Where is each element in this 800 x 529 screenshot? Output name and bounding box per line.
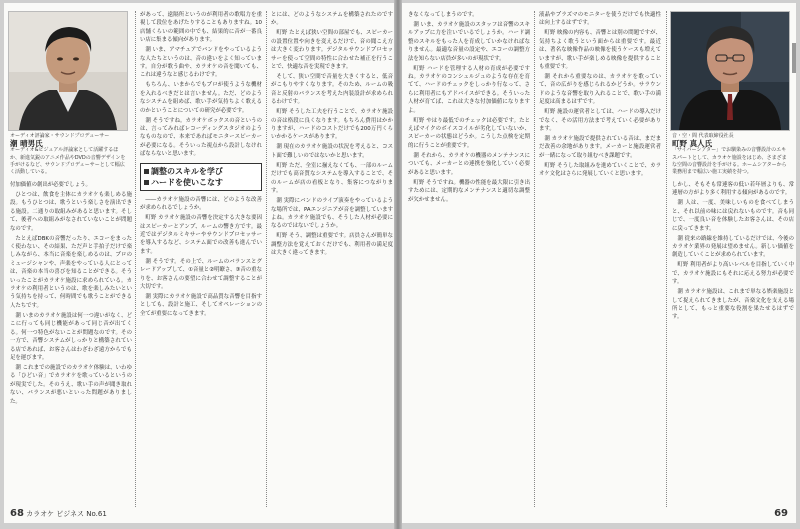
paragraph: 町野 ただ、全室に揃えなくても、一部のルームだけでも高音質なシステムを導入することで、そのルームが店の看板となり、集客につながります。: [271, 162, 393, 195]
paragraph: 潮 実際にバンドのライブ演奏をやっているような場所では、PAエンジニアが音を調整していますよね。カラオケ施設でも、そうした人材が必要になるのではないでしょうか。: [271, 198, 393, 230]
page-edge-tab: [792, 43, 796, 73]
caption-right: [672, 133, 790, 176]
paragraph: 潮 実際にカラオケ施設で高品質な音響を目指すとしても、設計と施工、そしてオペレーションの全てが重要になってきます。: [140, 293, 262, 317]
paragraph: 町野 利用者がより高いレベルを目指していく中で、カラオケ施設にもそれに応える努力が必要です。: [672, 262, 794, 286]
spread-gutter: [394, 0, 402, 529]
headline-marker-icon: [144, 180, 149, 185]
paragraph: 潮 それから、カラオケの機器のメンテナンスについても、メーカーとの連携を強化していく必要があると思います。: [408, 152, 530, 176]
interviewee-photo-left: [8, 11, 128, 131]
footer-title: カラオケ ビジネス No.61: [26, 510, 107, 518]
paragraph: 潮 従来の路線を維持しているだけでは、今後のカラオケ業界の発展は望めません。新しい価値を創造していくことが求められています。: [672, 235, 794, 259]
left-footer: [10, 508, 107, 519]
paragraph: 町野 ハードを管理する人材の育成が必要ですね。カラオケのコンシェルジュのような存在を育てて、ハードのチェックをしっかり行なって、さらに利用者にもアドバイスができる。そういった人材が育てば、これは大きな付加価値になりますよ。: [408, 65, 530, 114]
paragraph: 潮 それから重要なのは、カラオケを歌っていて、音の広がりを感じられるかどうか。サラウンドのような音響を取り入れることで、歌い手の満足度は高まるはずです。: [539, 74, 661, 106]
portrait-illustration-right: [671, 12, 789, 130]
paragraph: 潮 そうですね。カラオケボックスの音というのは、言ってみればレコーディングスタジオのようなものなので、本来であればモニタースピーカーが必要になる。そういった視点から設計しなければならないと思います。: [140, 117, 262, 158]
paragraph: 潮 いま、アマチュアでバンドをやっているような人たちというのは、音の違いをよく知っています。自分が歌う曲や、カラオケの音を聞いても、これは違うなと感じるわけです。: [140, 47, 262, 79]
paragraph: しかし、そもそも常連客の低い若年層よりも、常連層の方がより多く利用する傾向があるのです。: [672, 182, 794, 197]
paragraph: 潮 そうです。その上で、ルームのバランスとグレードアップして、①音量と②明瞭さ、③音の重なりを、お客さんの要望に合わせて調整することが大切です。: [140, 258, 262, 290]
column-divider: [266, 11, 267, 507]
paragraph: 町野 そうした取組みを進めていくことで、カラオケ文化はさらに発展していくと思います。: [539, 162, 661, 178]
paragraph: 町野 やはり最低でのチェックは必要です。たとえばマイクのボイスコイルが劣化していないか、スピーカーの状態はどうか。こうした点検を定期的に行うことが重要です。: [408, 117, 530, 149]
paragraph: そして、狭い空間で音量を大きくすると、低音がこもりやすくなります。そのため、ルームの吸音と反射のバランスを考えた内装設計が求められるわけです。: [271, 74, 393, 106]
paragraph: きなくなってしまうのです。: [408, 12, 478, 18]
caption-left: [10, 133, 128, 176]
column-divider: [135, 11, 136, 507]
right-column-3: [672, 181, 794, 511]
section-headline: [140, 163, 262, 191]
left-column-2: [140, 11, 262, 507]
paragraph: 町野 施設の運営者としては、ハードの導入だけでなく、その活用方法まで考えていく必要があります。: [539, 109, 661, 133]
paragraph: 町野 カラオケ施設の音響を決定する大きな要因はスピーカーとアンプ、ルームの響き方です。最近ではデジタルミキサーやサウンドプロセッサーを導入するなど、システム面での改善も進んでいます。: [140, 215, 262, 255]
right-column-2: [539, 11, 661, 507]
paragraph: 潮 いまのカラオケ施設は何一つ違いがなく、どこに行っても同じ機能があって同じ音が出てくる。何一つ特色がないことが問題なのです。その一方で、音響システムがしっかりと構築されている店であれば、お客さんはわざわざ遠方からでも足を運びます。: [10, 312, 132, 361]
paragraph: たとえばDBKの音響だったり、エコーをまったく使わない、その結果、ただ声と手拍子だけで楽しみながら、本当に音楽を楽しめるのは、プロのミュージシャンや、声楽をやっている人にとっては、音楽の本当の喜びを知ることができる。そういったことがカラオケ施設に求められている。カラオケの利用者というのは、歌を楽しみたいという気持ちを持って、何時間でも歌うことができる人たちです。: [10, 235, 132, 309]
right-column-1: [408, 11, 530, 507]
column-divider: [666, 11, 667, 507]
interviewee-name: 潮 晴男氏: [10, 139, 43, 149]
paragraph: とには、どのようなシステムを構築されたのですか。: [271, 12, 393, 27]
paragraph: 潮 人は、一度、美味しいものを食べてしまうと、それ以前の味には戻れないものです。音も同じで、一度良い音を体験したお客さんは、その店に戻ってきます。: [672, 200, 794, 232]
headline-marker-icon: [144, 169, 149, 174]
page-number-left: 68: [10, 508, 24, 519]
interviewee-bio: オーディオ&ビジュアル評論家として活躍するほか、新進気鋭のアニメ作品やDVDの音響デザインを手がけるなど、サウンドプロデューサーとして幅広く活動している。: [10, 147, 126, 176]
headline-line-1: 調整のスキルを学び: [151, 166, 223, 176]
paragraph: 潮 カラオケ施設は、これまで単なる娯楽施設として捉えられてきましたが、音楽文化を支える場所として、もっと重要な役割を果たせるはずです。: [672, 289, 794, 321]
paragraph: 潮 いま、カラオケ施設のスタッフは音響のスキルアップに力を注いでいるでしょうか。ハード調整のスキルをもった人を育成していかなければなりません。最適な音量の設定や、エコーの調整方法を知らない店員が多いのが現状です。: [408, 22, 530, 62]
paragraph: 付加価値の創出が必要でしょう。: [10, 182, 91, 188]
left-page: [4, 3, 394, 523]
portrait-illustration-left: [9, 12, 127, 130]
paragraph: 潮 カラオケ施設で提供されている音は、まだまだ改善の余地があります。メーカーと施設運営者が一緒になって取り組むべき課題です。: [539, 136, 661, 159]
paragraph: があって、遠隔所というのが利用者の歌唱力を重視して段位をあげたりすることもありますね。10店舗くらいの範囲の中でも、結果的に音が一番良い店に集まる傾向があります。: [140, 12, 262, 44]
interviewee-bio: 「サイバーシアター」でお馴染みの音響設計のエキスパートとして、カラオケ施設をはじめ、さまざまな空間の音響設計を手がける。ホームシアターから業務用まで幅広い施工実績を持つ。: [672, 147, 787, 176]
paragraph: 液晶やプラズマのモニターを使うだけでも快適性は向上するはずです。: [539, 12, 661, 27]
interviewee-name: 町野 真人氏: [672, 139, 713, 149]
paragraph: 潮 これまでの施設でのカラオケ体験は、いわゆる「ひどい音」でカラオケを歌っているというのが現実でした。そのうえ、歌い手の声が聞き取れない、バランスが悪いといった問題がありました。: [10, 364, 132, 405]
paragraph: 町野 そう、調整は重要です。店員さんが簡単な調整方法を覚えておくだけでも、利用者の満足度は大きく違ってきます。: [271, 233, 393, 257]
paragraph: もちろん、いまからでもプロが使うような機材を入れるべきだとは言いません。ただ、どのようなシステムを組めば、歌い手が気持ちよく歌えるのかということについての研究が必要です。: [140, 82, 262, 114]
paragraph: 潮 現在のカラオケ施設の状況を考えると、コスト面で難しいのではないかと思います。: [271, 144, 393, 159]
interviewee-photo-right: [670, 11, 790, 131]
paragraph: 町野 そうした工夫を行うことで、カラオケ施設の音は格段に良くなります。もちろん費用はかかりますが、ハードのコストだけでも200万円くらいかかるケースがあります。: [271, 109, 393, 141]
paragraph: ひとつは、飲食を主体にカラオケも楽しめる施設。もうひとつは、歌うという楽しさを演出できる施設。二通りの取組みがあると思います。そして、後者への取組みがなされていないことが問題なのです。: [10, 192, 132, 232]
headline-line-2: ハードを使いこなす: [151, 177, 223, 187]
paragraph: 町野 そうですね。機器の性能を最大限に引き出すためには、定期的なメンテナンスと適切な調整が欠かせません。: [408, 179, 530, 203]
right-page: [402, 3, 796, 523]
right-footer: [774, 508, 788, 519]
page-number-right: 69: [774, 508, 788, 519]
left-column-1: [10, 181, 132, 511]
paragraph: ――カラオケ施設の音響には、どのような改善が求められるでしょうか。: [140, 196, 262, 212]
paragraph: 町野 たとえば狭い空間の部屋でも、スピーカーの設置位置や向きを変えるだけで、音の聞こえ方は大きく変わります。デジタルサウンドプロセッサーを使って空間の特性に合わせた補正を行うことで、快適な音を実現できます。: [271, 30, 393, 71]
interviewee-title: 音・空・間 代表取締役社長: [672, 133, 734, 139]
left-column-3: [271, 11, 393, 507]
interviewee-title: オーディオ評論家・サウンドプロデューサー: [10, 133, 110, 139]
column-divider: [534, 11, 535, 507]
paragraph: 町野 映像の内容も、音響とは別の問題ですが、気持ちよく歌うという面からは重要です。最近は、著名な映像作品の映像を使うケースも増えていますが、歌い手が楽しめる映像を提供することも重要です。: [539, 30, 661, 71]
